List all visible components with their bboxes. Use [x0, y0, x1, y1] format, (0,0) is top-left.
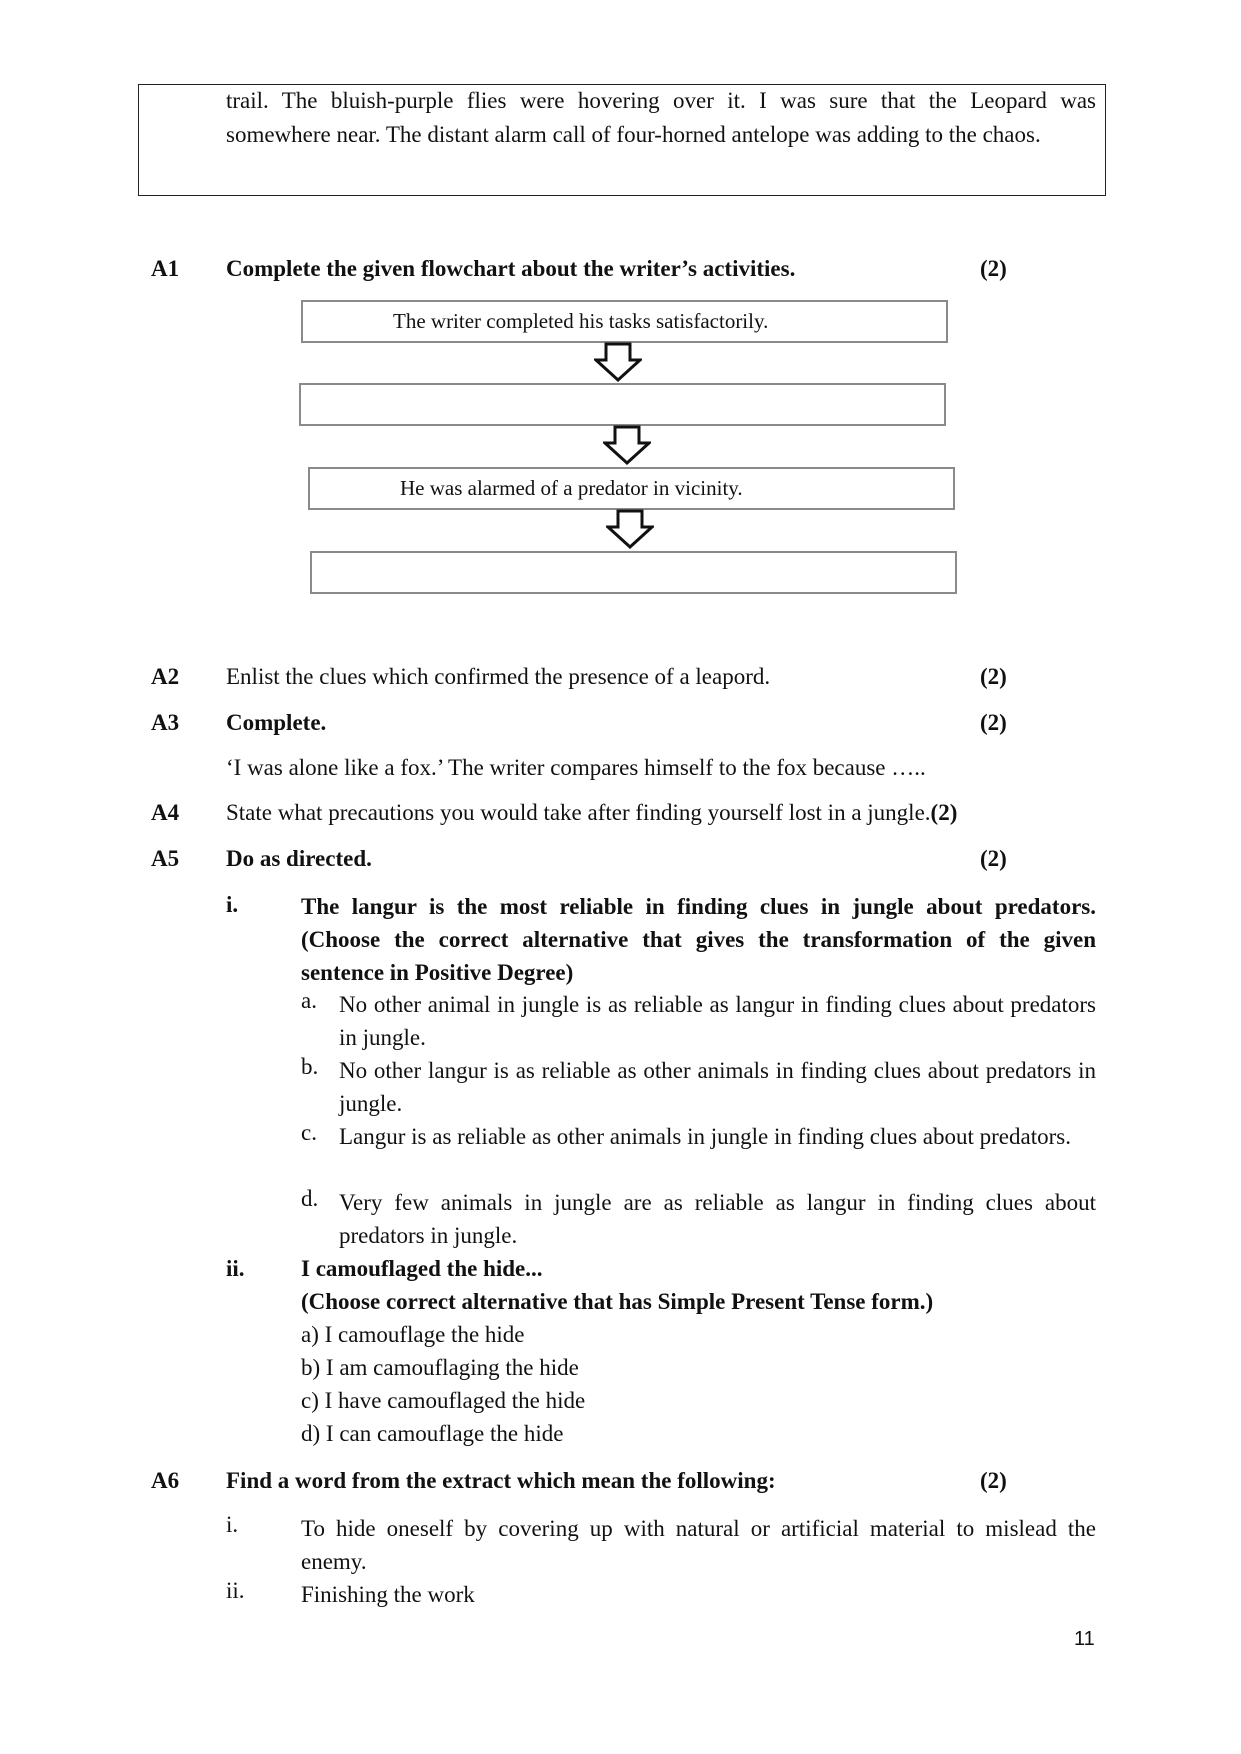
sub-question-ii: I camouflaged the hide... [301, 1256, 543, 1281]
option-text-c: Langur is as reliable as other animals in jungle in finding clues about predators. [339, 1124, 1071, 1149]
flowchart-box-2-blank[interactable] [299, 383, 946, 426]
question-number-a4: A4 [151, 800, 180, 825]
question-text-a3: Complete. [226, 710, 327, 735]
question-text-a4 [226, 800, 957, 826]
option-text-d: Very few animals in jungle are as reliable as langur in finding clues about predators in jungle. [339, 1190, 1096, 1248]
question-text-a6: Find a word from the extract which mean the following: [226, 1468, 776, 1493]
sub-label-i: i. [226, 892, 239, 917]
option-letter-a: a. [301, 988, 317, 1013]
question-text-a4-body: State what precautions you would take after finding yourself lost in a jungle. [226, 800, 931, 825]
question-number-a3: A3 [151, 710, 180, 735]
marks-a1: (2) [980, 256, 1007, 281]
sub-question-i: The langur is the most reliable in finding clues in jungle about predators. (Choose the correct alternative that gives the transformation of the given sentence in Positive Degree) [301, 894, 1096, 985]
flowchart-box-4-blank[interactable] [310, 551, 957, 594]
marks-a3: (2) [980, 710, 1007, 735]
flowchart-arrow-down-icon [603, 425, 651, 465]
page-number: 11 [1074, 1628, 1095, 1650]
marks-a6: (2) [980, 1468, 1007, 1493]
option-letter-d: d. [301, 1186, 319, 1211]
sub-label-ii: ii. [226, 1256, 245, 1281]
question-number-a5: A5 [151, 846, 180, 871]
option-letter-b: b. [301, 1054, 319, 1079]
marks-a2: (2) [980, 664, 1007, 689]
marks-a4: (2) [930, 800, 958, 825]
question-number-a1: A1 [151, 256, 180, 281]
sub-question-ii-instruction: (Choose correct alternative that has Simple Present Tense form.) [301, 1289, 934, 1314]
item-text-i: To hide oneself by covering up with natural or artificial material to mislead the enemy. [301, 1516, 1096, 1574]
item-label-i: i. [226, 1512, 239, 1537]
flowchart-box-3 [308, 467, 955, 510]
flowchart-arrow-down-icon [594, 342, 642, 382]
flowchart-box-1 [301, 300, 948, 343]
option-ii-d: d) I can camouflage the hide [301, 1421, 564, 1446]
question-text-a5: Do as directed. [226, 846, 372, 871]
option-ii-b: b) I am camouflaging the hide [301, 1355, 579, 1380]
flowchart-text-3: He was alarmed of a predator in vicinity. [400, 476, 743, 500]
question-prompt-a3: ‘I was alone like a fox.’ The writer compares himself to the fox because ….. [226, 755, 926, 780]
item-text-ii: Finishing the work [301, 1582, 475, 1607]
marks-a5: (2) [980, 846, 1007, 871]
option-text-b: No other langur is as reliable as other animals in finding clues about predators in jungle. [339, 1058, 1096, 1116]
option-letter-c: c. [301, 1120, 317, 1145]
flowchart-arrow-down-icon [606, 509, 654, 549]
question-number-a6: A6 [151, 1468, 180, 1493]
question-text-a2: Enlist the clues which confirmed the presence of a leapord. [226, 664, 771, 689]
item-label-ii: ii. [226, 1578, 245, 1603]
option-text-a: No other animal in jungle is as reliable as langur in finding clues about predators in jungle. [339, 992, 1096, 1050]
question-text-a1: Complete the given flowchart about the writer’s activities. [226, 256, 796, 281]
option-ii-c: c) I have camouflaged the hide [301, 1388, 586, 1413]
option-ii-a: a) I camouflage the hide [301, 1322, 525, 1347]
passage-text: trail. The bluish-purple flies were hovering over it. I was sure that the Leopard was somewhere near. The distant alarm call of four-horned antelope was adding to the chaos. [226, 88, 1096, 147]
flowchart-text-1: The writer completed his tasks satisfactorily. [393, 309, 769, 333]
question-number-a2: A2 [151, 664, 180, 689]
